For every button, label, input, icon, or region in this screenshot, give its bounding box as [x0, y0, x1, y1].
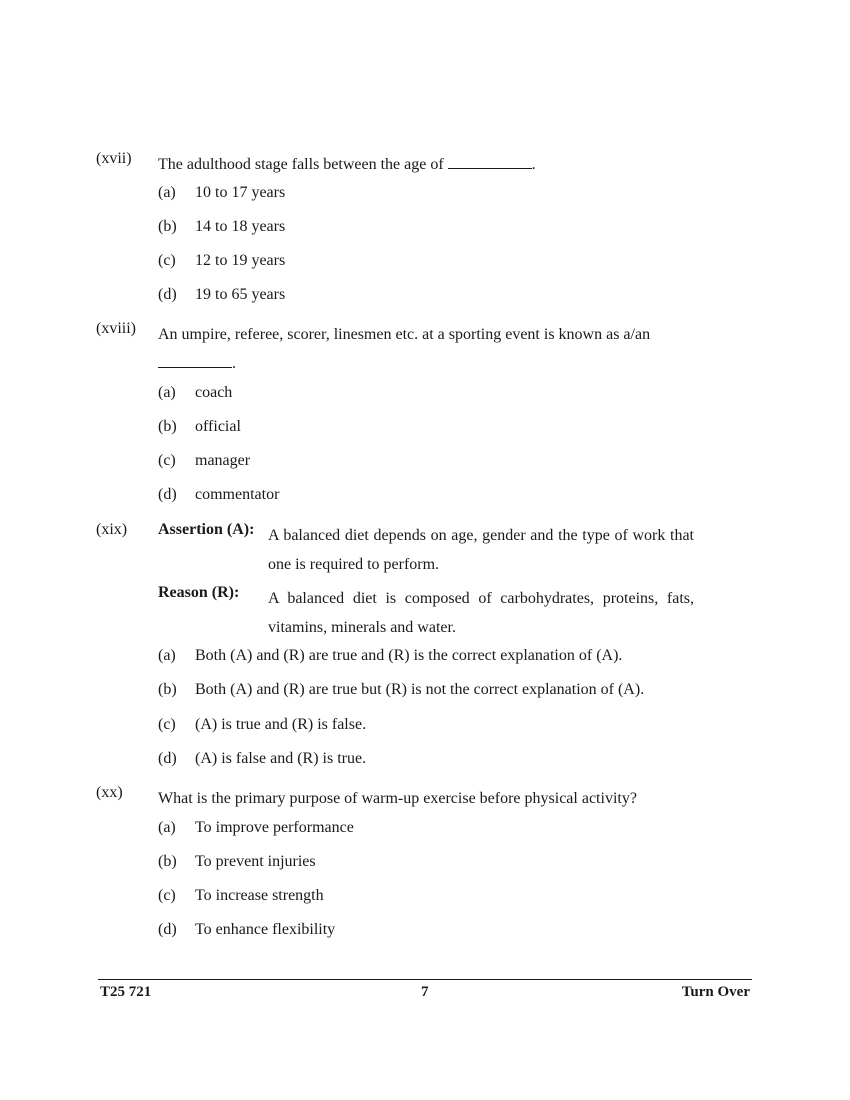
- question-text: What is the primary purpose of warm-up exercise before physical activity?: [158, 790, 637, 807]
- question-number: (xix): [96, 521, 128, 538]
- footer-divider: [98, 979, 752, 980]
- turn-over-label: Turn Over: [681, 984, 750, 1000]
- reason-text: A balanced diet is composed of carbohydrates, proteins, fats, vitamins, minerals and water.: [268, 590, 694, 636]
- reason-label: Reason (R):: [158, 584, 240, 601]
- assertion-text: A balanced diet depends on age, gender and the type of work that one is required to perform.: [268, 527, 694, 573]
- question-number: (xx): [96, 784, 123, 801]
- answer-blank: [448, 154, 532, 169]
- page-number: 7: [421, 984, 429, 1000]
- assertion-label: Assertion (A):: [158, 521, 255, 538]
- question-number: (xvii): [96, 150, 132, 167]
- question-text: The adulthood stage falls between the age of .: [158, 156, 536, 173]
- question-text: An umpire, referee, scorer, linesmen etc. at a sporting event is known as a/an .: [158, 326, 651, 372]
- answer-blank: [158, 353, 232, 368]
- paper-code: T25 721: [100, 984, 152, 1000]
- question-number: (xviii): [96, 320, 136, 337]
